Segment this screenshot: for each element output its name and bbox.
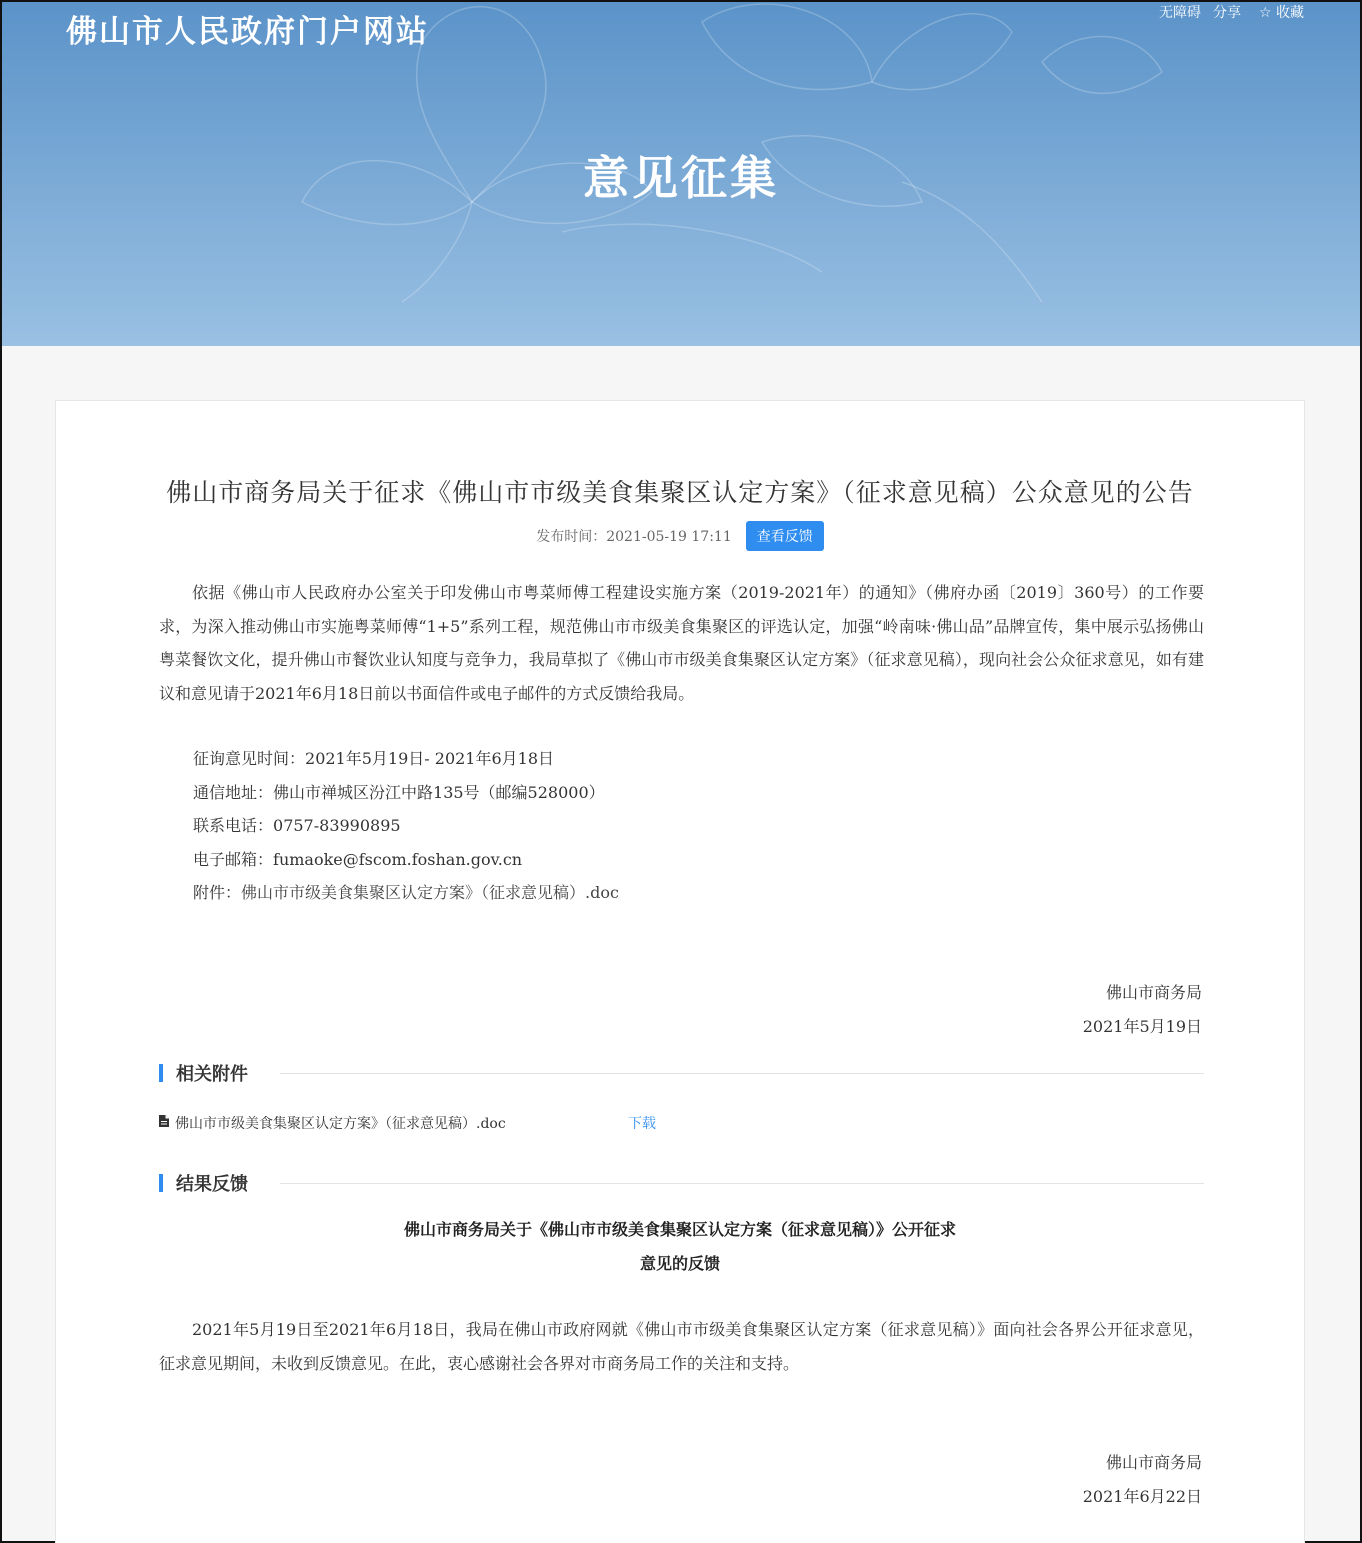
view-feedback-button[interactable]: 查看反馈	[746, 521, 824, 551]
info-list	[193, 742, 619, 910]
site-title[interactable]: 佛山市人民政府门户网站	[66, 14, 429, 50]
accessibility-link[interactable]: 无障碍	[1158, 5, 1201, 21]
banner-title: 意见征集	[583, 151, 779, 205]
content-panel	[55, 400, 1305, 1543]
info-period	[193, 742, 619, 776]
publish-time-value: 2021-05-19 17:11	[606, 529, 732, 545]
file-icon	[159, 1115, 169, 1131]
divider	[280, 1183, 1204, 1184]
publish-label: 发布时间：	[536, 529, 607, 545]
header-banner	[2, 2, 1360, 346]
favorite-link[interactable]	[1259, 2, 1304, 22]
article-signer: 佛山市商务局	[1105, 983, 1202, 1002]
article-title: 佛山市商务局关于征求《佛山市市级美食集聚区认定方案》（征求意见稿）公众意见的公告	[166, 478, 1194, 507]
star-icon: ☆	[1258, 5, 1272, 21]
feedback-title-line1: 佛山市商务局关于《佛山市市级美食集聚区认定方案（征求意见稿）》公开征求	[403, 1220, 956, 1239]
attachment-link[interactable]: 佛山市市级美食集聚区认定方案》（征求意见稿）.doc	[241, 883, 619, 902]
info-period-label: 征询意见时间：	[193, 749, 306, 768]
attachments-section-header	[159, 1061, 1204, 1085]
feedback-section-header	[159, 1171, 1204, 1195]
feedback-body: 2021年5月19日至2021年6月18日，我局在佛山市政府网就《佛山市市级美食集聚区认定方案（征求意见稿）》面向社会各界公开征求意见，征求意见期间，未收到反馈意见。在此，衷心感谢社会各界对市商务局工作的关注和支持。	[159, 1320, 1204, 1373]
article-meta	[56, 521, 1304, 551]
publish-time	[536, 526, 732, 546]
share-link[interactable]: 分享	[1212, 5, 1241, 21]
info-email	[193, 843, 619, 877]
article-sign-date: 2021年5月19日	[1082, 1016, 1202, 1036]
attachment-file-name[interactable]: 佛山市市级美食集聚区认定方案》（征求意见稿）.doc	[175, 1116, 506, 1132]
feedback-sign-date: 2021年6月22日	[1082, 1486, 1202, 1506]
info-attachment	[193, 876, 619, 910]
attachment-item	[159, 1113, 679, 1133]
info-phone-value: 0757-83990895	[273, 816, 401, 835]
info-email-label: 电子邮箱：	[193, 849, 274, 869]
feedback-signer: 佛山市商务局	[1105, 1453, 1202, 1472]
article-body: 依据《佛山市人民政府办公室关于印发佛山市粤菜师傅工程建设实施方案（2019-2021年）的通知》（佛府办函〔2019〕360号）的工作要求，为深入推动佛山市实施粤菜师傅“1+5”系列工程，规范佛山市市级美食集聚区的评选认定，加强“岭南味·佛山品”品牌宣传，集中展示弘扬佛山粤菜餐饮文化，提升佛山市餐饮业认知度与竞争力，我局草拟了《佛山市市级美食集聚区认定方案》（征求意见稿），现向社会公众征求意见，如有建议和意见请于2021年6月18日前以书面信件或电子邮件的方式反馈给我局。	[159, 583, 1204, 703]
divider	[280, 1073, 1204, 1074]
section-marker	[159, 1064, 163, 1082]
download-link[interactable]: 下载	[628, 1116, 656, 1132]
info-email-value: fumaoke@fscom.foshan.gov.cn	[273, 849, 523, 869]
info-period-value: 2021年5月19日- 2021年6月18日	[305, 749, 555, 768]
info-address	[193, 776, 619, 810]
attachments-heading: 相关附件	[176, 1064, 248, 1085]
feedback-signature	[1083, 1446, 1202, 1513]
article-signature	[1083, 976, 1202, 1043]
feedback-title	[56, 1213, 1304, 1280]
favorite-label: 收藏	[1276, 5, 1304, 21]
info-phone	[193, 809, 619, 843]
info-phone-label: 联系电话：	[193, 816, 274, 835]
info-address-value: 佛山市禅城区汾江中路135号（邮编528000）	[273, 782, 605, 802]
feedback-title-line2: 意见的反馈	[639, 1253, 720, 1273]
feedback-heading: 结果反馈	[176, 1174, 248, 1195]
info-address-label: 通信地址：	[193, 782, 274, 802]
section-marker	[159, 1174, 163, 1192]
top-links	[1159, 2, 1304, 22]
info-attachment-label: 附件：	[193, 883, 242, 902]
